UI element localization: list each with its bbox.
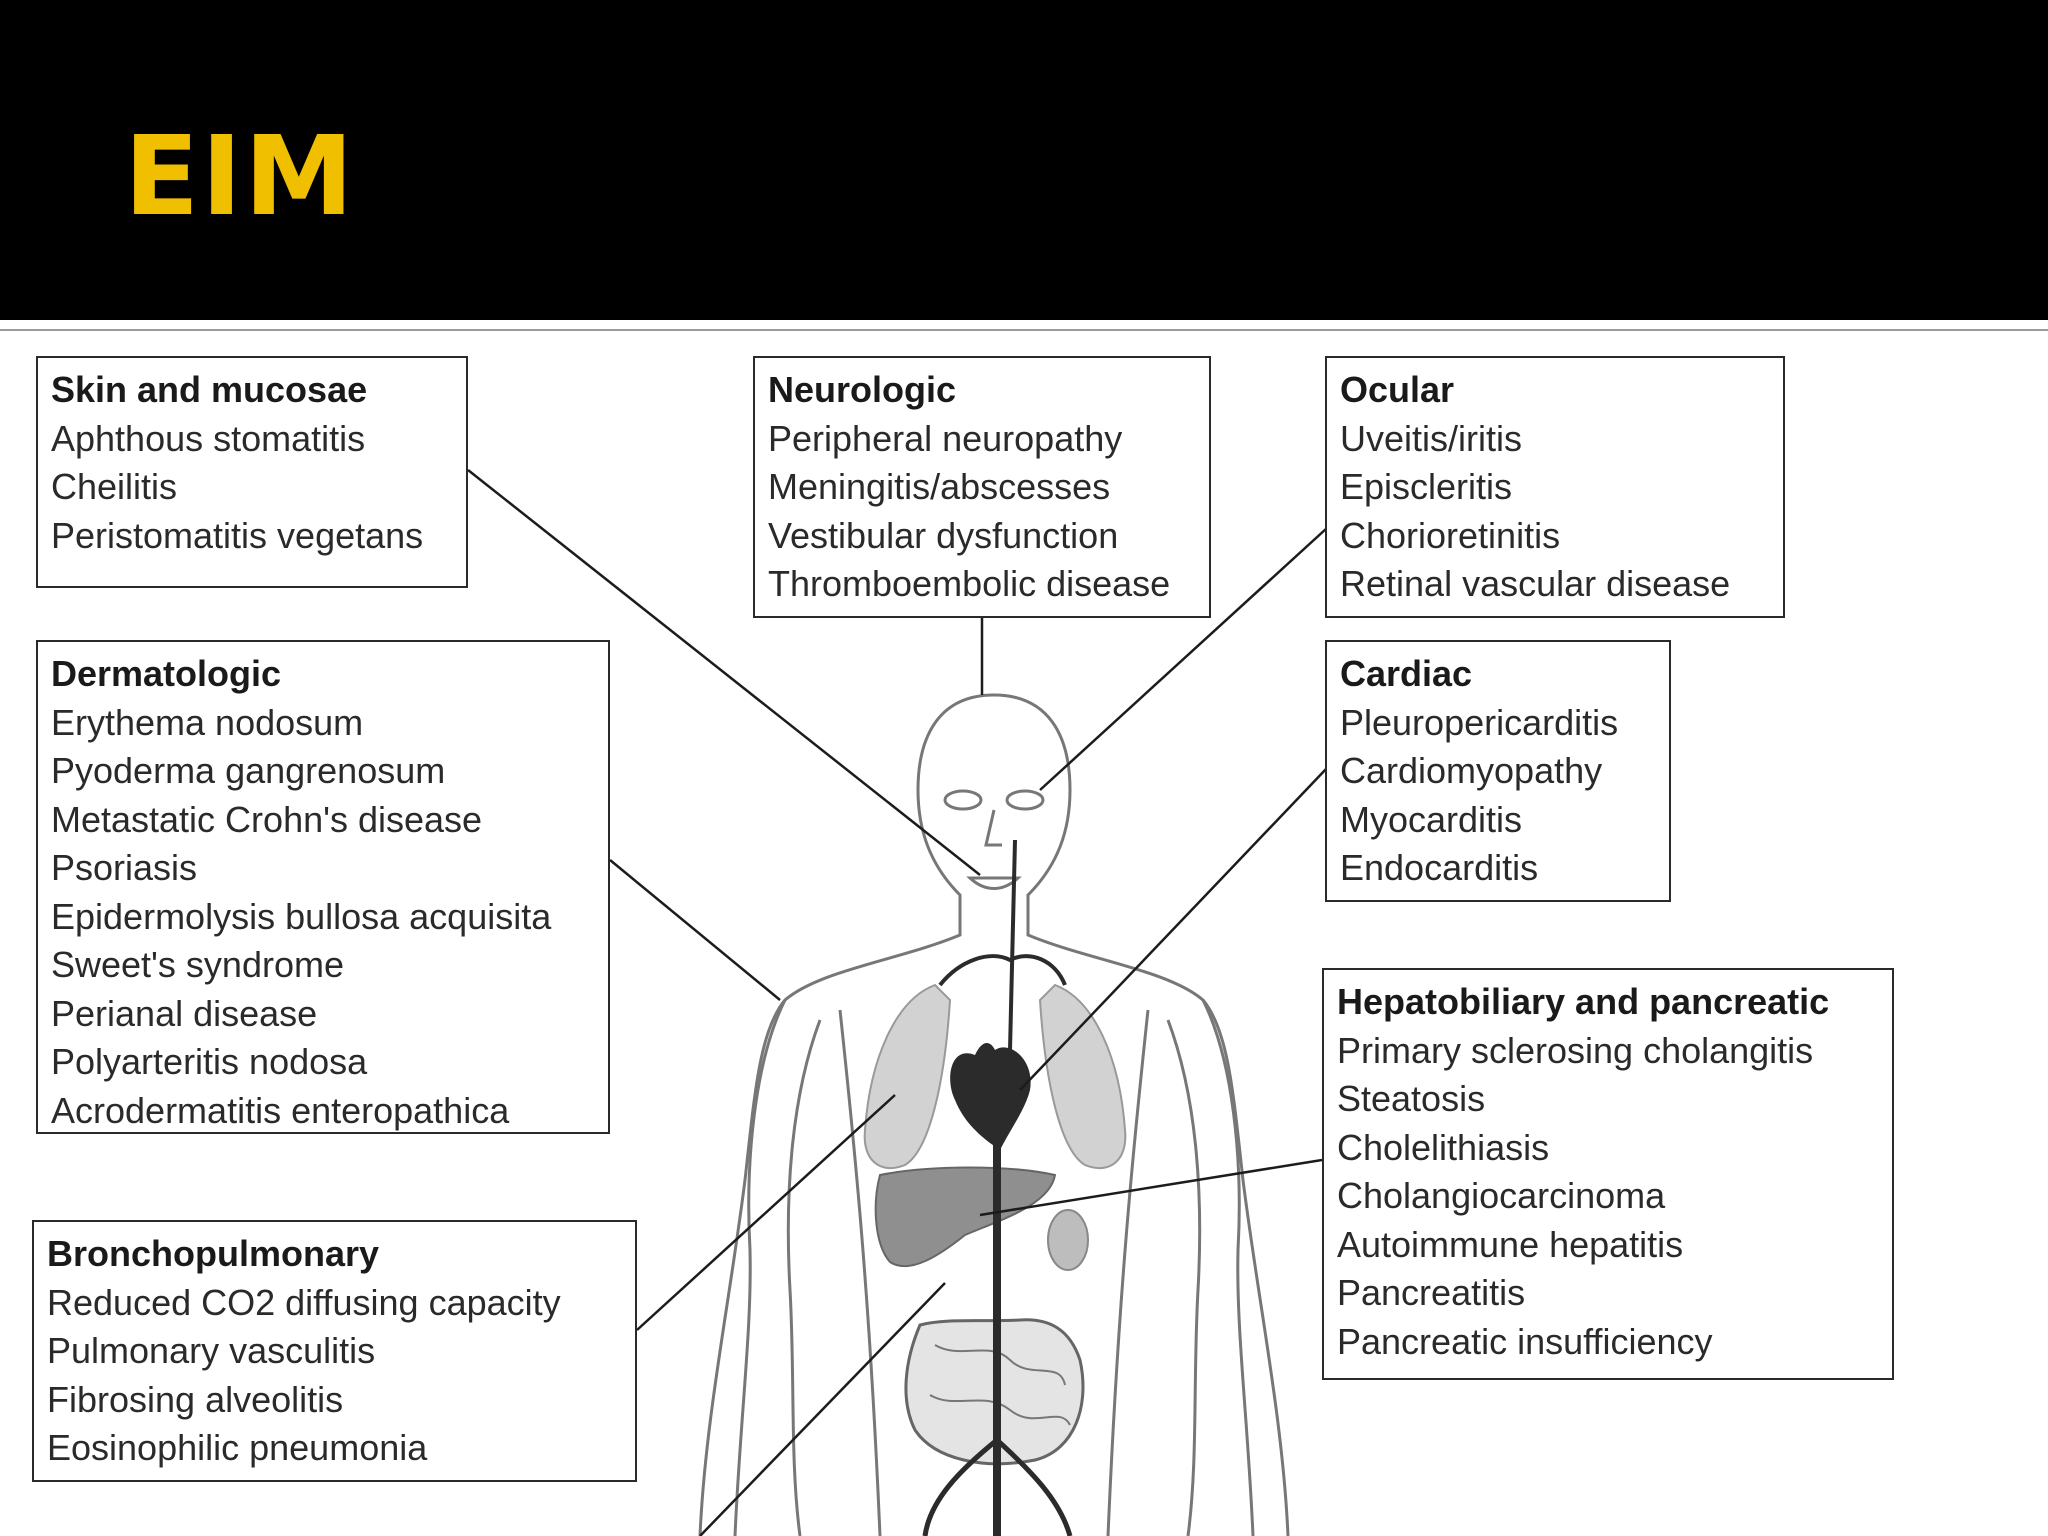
list-item: Cholangiocarcinoma <box>1337 1175 1666 1216</box>
list-item: Pleuropericarditis <box>1340 701 1619 743</box>
box-heading: Neurologic <box>768 369 957 410</box>
list-item: Peripheral neuropathy <box>768 417 1123 459</box>
box-heading: Skin and mucosae <box>51 369 368 410</box>
list-item: Vestibular dysfunction <box>768 514 1119 556</box>
box-heading: Cardiac <box>1340 653 1473 694</box>
list-item: Fibrosing alveolitis <box>47 1378 344 1420</box>
box-dermatologic <box>36 640 610 1134</box>
box-hepatobiliary-and-pancreatic <box>1322 968 1894 1380</box>
list-item: Sweet's syndrome <box>51 944 344 985</box>
box-bronchopulmonary <box>32 1220 637 1482</box>
box-heading: Hepatobiliary and pancreatic <box>1337 981 1830 1022</box>
list-item: Retinal vascular disease <box>1340 563 1731 604</box>
leader-cardiac <box>1020 768 1327 1090</box>
list-item: Episcleritis <box>1340 466 1513 507</box>
list-item: Meningitis/abscesses <box>768 466 1111 507</box>
list-item: Peristomatitis vegetans <box>51 514 424 556</box>
list-item: Cheilitis <box>51 466 178 507</box>
list-item: Pyoderma gangrenosum <box>51 750 446 791</box>
kidney <box>1048 1210 1088 1270</box>
box-heading: Ocular <box>1340 369 1455 410</box>
list-item: Myocarditis <box>1340 798 1523 840</box>
right-lung <box>1040 985 1125 1168</box>
list-item: Autoimmune hepatitis <box>1337 1223 1684 1265</box>
box-neurologic <box>753 356 1211 618</box>
box-cardiac <box>1325 640 1671 902</box>
carotid <box>1010 840 1015 1050</box>
left-eye <box>945 791 981 809</box>
left-lung <box>865 985 950 1168</box>
aortic-arch <box>940 956 1065 985</box>
list-item: Metastatic Crohn's disease <box>51 798 483 840</box>
slide-title: EIM <box>124 112 356 240</box>
list-item: Cholelithiasis <box>1337 1126 1550 1168</box>
list-item: Acrodermatitis enteropathica <box>51 1089 510 1131</box>
box-heading: Bronchopulmonary <box>47 1233 380 1274</box>
right-arm <box>1168 1000 1253 1536</box>
box-skin-and-mucosae <box>36 356 468 588</box>
list-item: Polyarteritis nodosa <box>51 1041 368 1082</box>
mouth <box>970 878 1018 889</box>
list-item: Reduced CO2 diffusing capacity <box>47 1281 561 1323</box>
liver <box>876 1168 1055 1267</box>
leader-bronchopulmonary <box>637 1095 895 1330</box>
internal-organs <box>865 840 1126 1536</box>
list-item: Erythema nodosum <box>51 701 364 743</box>
list-item: Cardiomyopathy <box>1340 750 1603 791</box>
box-ocular <box>1325 356 1785 618</box>
list-item: Chorioretinitis <box>1340 514 1561 556</box>
list-item: Epidermolysis bullosa acquisita <box>51 895 552 937</box>
list-item: Primary sclerosing cholangitis <box>1337 1029 1814 1071</box>
heart <box>950 1043 1030 1150</box>
list-item: Thromboembolic disease <box>768 563 1171 604</box>
list-item: Endocarditis <box>1340 847 1539 888</box>
list-item: Perianal disease <box>51 992 318 1034</box>
list-item: Eosinophilic pneumonia <box>47 1427 428 1468</box>
list-item: Pancreatic insufficiency <box>1337 1320 1713 1362</box>
leader-dermatologic <box>610 860 780 1000</box>
list-item: Steatosis <box>1337 1078 1486 1119</box>
list-item: Uveitis/iritis <box>1340 417 1523 459</box>
list-item: Aphthous stomatitis <box>51 417 366 459</box>
list-item: Psoriasis <box>51 847 198 888</box>
list-item: Pulmonary vasculitis <box>47 1330 376 1371</box>
list-item: Pancreatitis <box>1337 1272 1526 1313</box>
box-heading: Dermatologic <box>51 653 282 694</box>
nose <box>986 810 1002 845</box>
right-eye <box>1007 791 1043 809</box>
